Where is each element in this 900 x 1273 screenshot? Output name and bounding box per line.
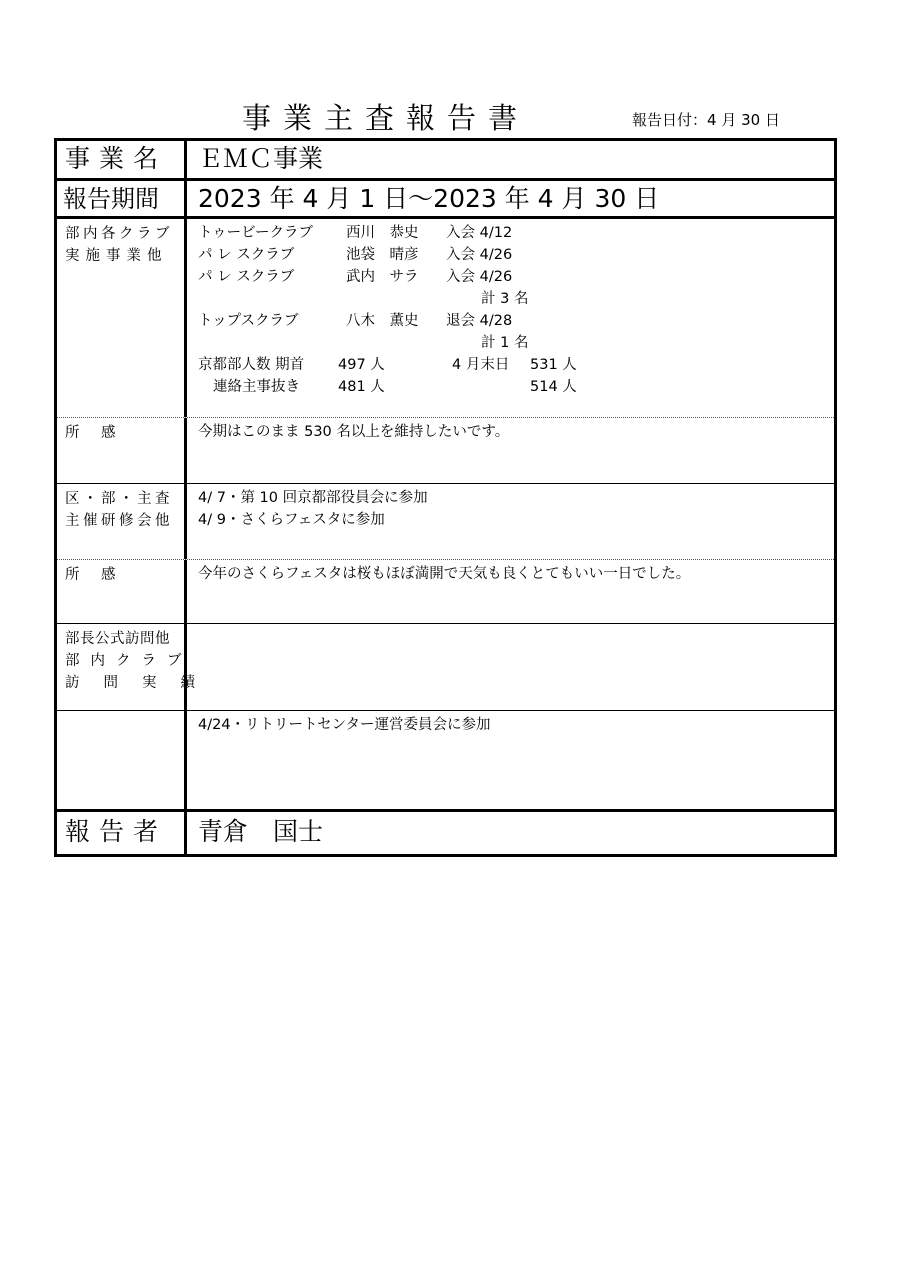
club-activities-label-line2: 実施事業他 bbox=[65, 248, 168, 264]
district-row bbox=[57, 484, 834, 560]
withdrawal-name: 八木 薫史 bbox=[346, 313, 419, 329]
period-label: 報告期間 bbox=[57, 181, 187, 216]
member-action: 入会 4/12 bbox=[446, 225, 513, 241]
subtotal-left-line bbox=[198, 332, 834, 354]
impression2-row bbox=[57, 560, 834, 624]
impression2-label-text: 所 感 bbox=[65, 567, 119, 583]
subtotal-left: 計 1 名 bbox=[481, 335, 529, 351]
district-label-line2: 主催研修会他 bbox=[65, 513, 173, 529]
visits-content bbox=[190, 624, 834, 710]
withdrawal-action: 退会 4/28 bbox=[446, 313, 513, 329]
excl-count-start: 481 人 bbox=[338, 379, 385, 395]
member-name: 池袋 晴彦 bbox=[346, 247, 419, 263]
impression1-text: 今期はこのまま 530 名以上を維持したいです。 bbox=[198, 424, 510, 440]
reporter-label: 報告者 bbox=[57, 812, 187, 854]
impression2-content bbox=[190, 560, 834, 623]
report-date bbox=[632, 109, 780, 130]
visits-label-line3: 訪問実績 bbox=[65, 675, 219, 691]
other-row bbox=[57, 711, 834, 812]
district-label-line1: 区・部・主査 bbox=[65, 491, 173, 507]
member-line bbox=[198, 222, 834, 244]
impression2-label bbox=[57, 560, 187, 623]
visits-label bbox=[57, 624, 219, 710]
impression1-label bbox=[57, 418, 187, 483]
subtotal-joined: 計 3 名 bbox=[481, 291, 529, 307]
member-action: 入会 4/26 bbox=[446, 247, 513, 263]
other-label bbox=[57, 711, 187, 809]
club-activities-row bbox=[57, 219, 834, 418]
event-name-value: ＥＭＣ事業 bbox=[198, 144, 324, 173]
district-item: 4/ 7・第 10 回京都部役員会に参加 bbox=[198, 490, 428, 506]
document-title: 事業主査報告書 bbox=[242, 101, 530, 135]
member-name: 武内 サラ bbox=[346, 269, 419, 285]
impression2-text: 今年のさくらフェスタは桜もほぼ満開で天気も良くとてもいい一日でした。 bbox=[198, 566, 691, 582]
member-club: パ レ スクラブ bbox=[198, 247, 295, 263]
member-line bbox=[198, 244, 834, 266]
report-date-value: 4 月 30 日 bbox=[707, 111, 780, 129]
reporter-value: 青倉 国士 bbox=[198, 817, 324, 846]
other-content bbox=[190, 711, 834, 809]
member-line bbox=[198, 266, 834, 288]
report-date-label: 報告日付： bbox=[632, 111, 708, 129]
reporter-row bbox=[57, 812, 834, 854]
excl-count-end: 514 人 bbox=[530, 379, 577, 395]
member-action: 入会 4/26 bbox=[446, 269, 513, 285]
report-form bbox=[54, 138, 837, 857]
club-activities-content bbox=[190, 219, 834, 417]
impression1-label-text: 所 感 bbox=[65, 425, 119, 441]
subtotal-joined-line bbox=[198, 288, 834, 310]
visits-label-line2: 部内クラブ bbox=[65, 653, 193, 669]
district-label bbox=[57, 484, 187, 559]
member-count-start: 497 人 bbox=[338, 357, 385, 373]
member-club: パ レ スクラブ bbox=[198, 269, 295, 285]
member-count-end: 531 人 bbox=[530, 357, 577, 373]
withdrawal-line bbox=[198, 310, 834, 332]
other-text: 4/24・リトリートセンター運営委員会に参加 bbox=[198, 717, 491, 733]
event-name-row bbox=[57, 141, 834, 181]
impression1-row bbox=[57, 418, 834, 484]
period-value: 2023 年 4 月 1 日～2023 年 4 月 30 日 bbox=[198, 184, 660, 213]
visits-row bbox=[57, 624, 834, 711]
member-count-label: 京都部人数 期首 bbox=[198, 357, 305, 373]
member-name: 西川 恭史 bbox=[346, 225, 419, 241]
event-name-label: 事業名 bbox=[57, 141, 187, 178]
member-club: トゥービークラブ bbox=[198, 225, 314, 241]
visits-label-line1: 部長公式訪問他 bbox=[65, 631, 170, 647]
member-count-end-label: 4 月末日 bbox=[452, 357, 510, 373]
period-row bbox=[57, 181, 834, 219]
excl-count-label: 連絡主事抜き bbox=[213, 379, 300, 395]
district-item: 4/ 9・さくらフェスタに参加 bbox=[198, 512, 385, 528]
impression1-content bbox=[190, 418, 834, 483]
club-activities-label bbox=[57, 219, 187, 417]
withdrawal-club: トップスクラブ bbox=[198, 313, 299, 329]
member-count-line bbox=[198, 354, 834, 376]
excl-count-line bbox=[198, 376, 834, 398]
district-content bbox=[190, 484, 834, 559]
club-activities-label-line1: 部内各クラブ bbox=[65, 226, 173, 242]
